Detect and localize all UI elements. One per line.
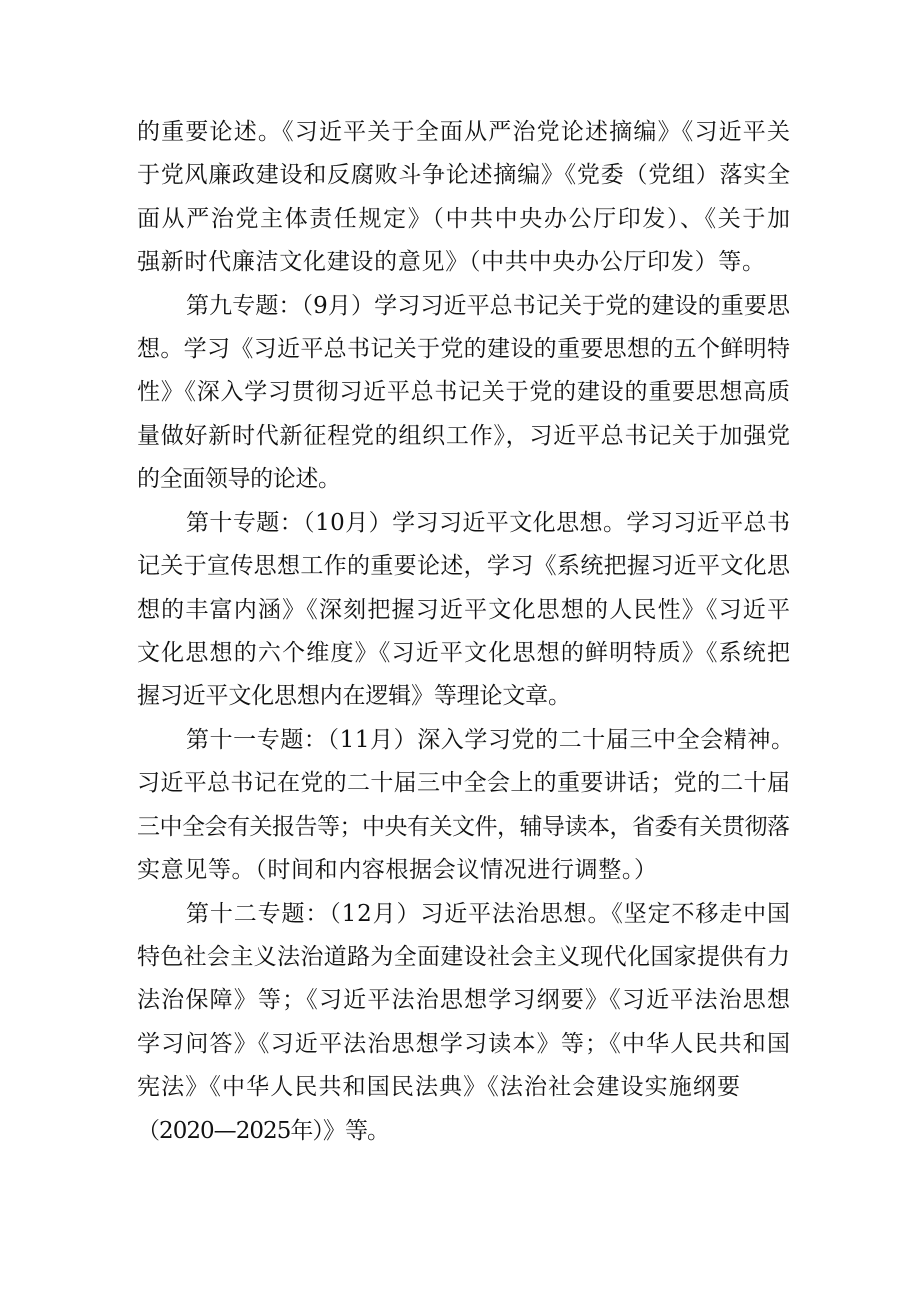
text-line-11: 记关于宣传思想工作的重要论述，学习《系统把握习近平文化思 <box>137 553 791 579</box>
text-line-18: 实意见等。（时间和内容根据会议情况进行调整。） <box>137 857 658 883</box>
text-line-10: 第十专题：（10月）学习习近平文化思想。学习习近平总书 <box>186 510 791 536</box>
text-line-20: 特色社会主义法治道路为全面建设社会主义现代化国家提供有力 <box>137 944 791 970</box>
text-line-21: 法治保障》等；《习近平法治思想学习纲要》《习近平法治思想 <box>137 987 792 1013</box>
text-line-12: 想的丰富内涵》《深刻把握习近平文化思想的人民性》《习近平 <box>137 597 792 623</box>
text-line-23: 宪法》《中华人民共和国民法典》《法治社会建设实施纲要 <box>137 1074 742 1100</box>
text-line-4: 强新时代廉洁文化建设的意见》（中共中央办公厅印发）等。 <box>137 249 766 275</box>
text-line-9: 的全面领导的论述。 <box>137 466 341 492</box>
text-line-24: （2020—2025年）》等。 <box>137 1118 390 1144</box>
text-line-7: 性》《深入学习贯彻习近平总书记关于党的建设的重要思想高质 <box>137 379 791 405</box>
text-line-5: 第九专题：（9月）学习习近平总书记关于党的建设的重要思 <box>186 293 791 319</box>
text-line-2: 于党风廉政建设和反腐败斗争论述摘编》《党委（党组）落实全 <box>137 162 791 188</box>
text-line-8: 量做好新时代新征程党的组织工作》，习近平总书记关于加强党 <box>137 423 791 449</box>
text-line-6: 想。学习《习近平总书记关于党的建设的重要思想的五个鲜明特 <box>137 336 791 362</box>
text-line-15: 第十一专题：（11月）深入学习党的二十届三中全会精神。 <box>186 727 795 753</box>
text-line-19: 第十二专题：（12月）习近平法治思想。《坚定不移走中国 <box>186 901 791 927</box>
text-line-17: 三中全会有关报告等；中央有关文件，辅导读本，省委有关贯彻落 <box>137 814 790 840</box>
text-line-3: 面从严治党主体责任规定》（中共中央办公厅印发）、《关于加 <box>137 206 792 232</box>
text-line-13: 文化思想的六个维度》《习近平文化思想的鲜明特质》《系统把 <box>137 640 792 666</box>
text-line-22: 学习问答》《习近平法治思想学习读本》等；《中华人民共和国 <box>137 1031 792 1057</box>
text-line-1: 的重要论述。《习近平关于全面从严治党论述摘编》《习近平关 <box>137 119 792 145</box>
text-line-16: 习近平总书记在党的二十届三中全会上的重要讲话；党的二十届 <box>137 770 791 796</box>
text-line-14: 握习近平文化思想内在逻辑》等理论文章。 <box>137 683 571 709</box>
